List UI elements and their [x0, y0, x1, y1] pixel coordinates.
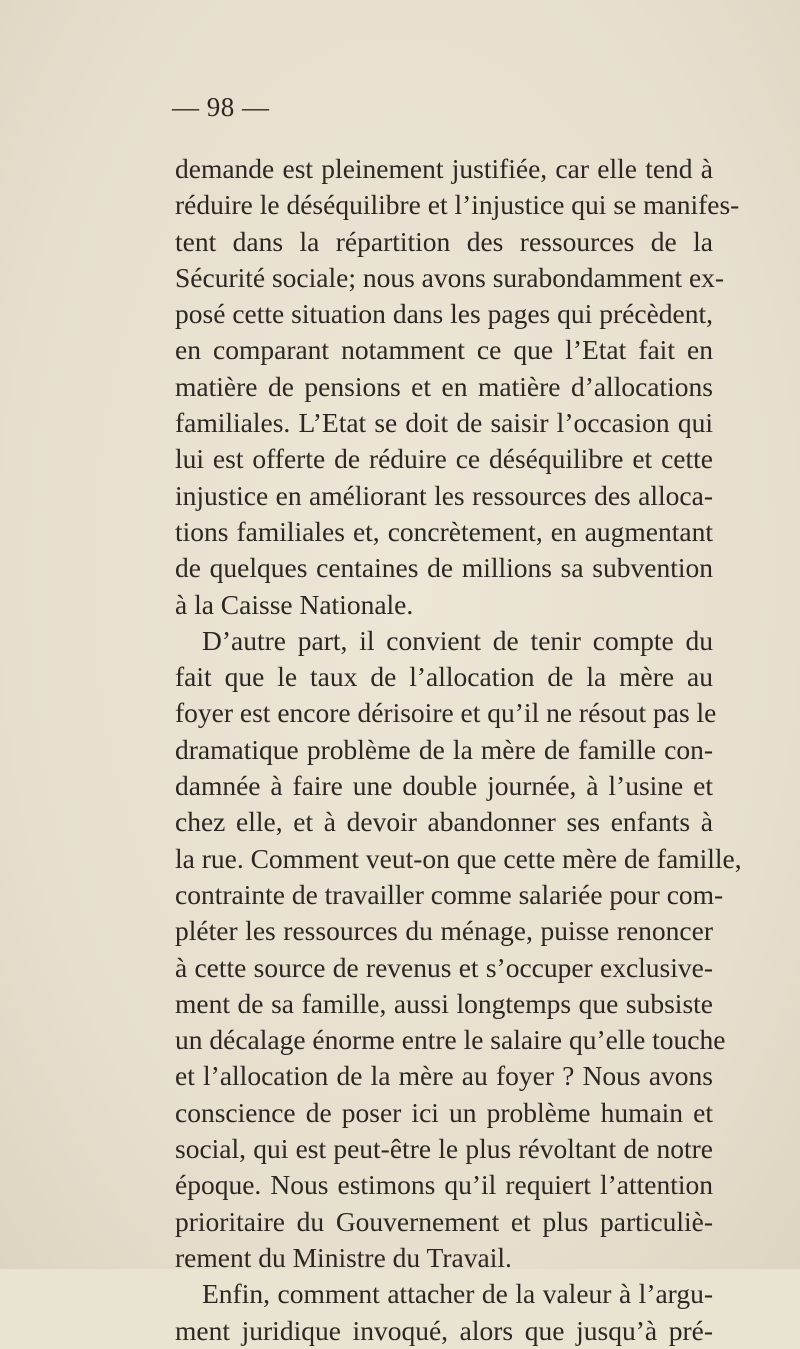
text-line: posé cette situation dans les pages qui précèdent, — [175, 298, 713, 330]
text-line: foyer est encore dérisoire et qu’il ne résout pas le — [175, 697, 717, 729]
text-line: la rue. Comment veut-on que cette mère de famille, — [175, 842, 742, 874]
paragraph-end-line: rement du Ministre du Travail. — [175, 1241, 512, 1273]
paragraph-start-line: Enfin, comment attacher de la valeur à l’argu- — [202, 1278, 713, 1310]
text-line: tent dans la répartition des ressources de la — [175, 225, 713, 257]
paragraph-end-line: à la Caisse Nationale. — [175, 588, 414, 620]
text-line: demande est pleinement justifiée, car elle tend à — [175, 153, 713, 184]
text-line: damnée à faire une double journée, à l’usine et — [175, 770, 713, 802]
text-line: prioritaire du Gouvernement et plus particuliè- — [175, 1205, 713, 1237]
text-line: à cette source de revenus et s’occuper exclusive- — [175, 951, 713, 983]
text-line: époque. Nous estimons qu’il requiert l’attention — [175, 1169, 713, 1201]
text-line: ment juridique invoqué, alors que jusqu’à pré- — [175, 1314, 713, 1346]
body-text — [175, 151, 742, 1349]
paragraph-start-line: D’autre part, il convient de tenir compte du — [202, 624, 713, 656]
text-line: en comparant notamment ce que l’Etat fait en — [175, 334, 713, 366]
text-line: conscience de poser ici un problème humain et — [175, 1096, 713, 1128]
text-line: fait que le taux de l’allocation de la mère au — [175, 661, 713, 693]
text-line: de quelques centaines de millions sa subvention — [175, 552, 713, 584]
text-line: réduire le déséquilibre et l’injustice qui se manifes- — [175, 189, 740, 221]
text-line: lui est offerte de réduire ce déséquilibre et cette — [175, 443, 713, 475]
page-number: — 98 — — [172, 92, 270, 122]
text-line: social, qui est peut-être le plus révoltant de notre — [175, 1133, 713, 1165]
text-line: matière de pensions et en matière d’allocations — [175, 370, 713, 402]
text-line: pléter les ressources du ménage, puisse renoncer — [175, 915, 713, 947]
text-line: un décalage énorme entre le salaire qu’elle touche — [175, 1024, 726, 1056]
text-line: chez elle, et à devoir abandonner ses enfants à — [175, 806, 713, 838]
text-line: contrainte de travailler comme salariée pour com- — [175, 878, 724, 910]
text-line: injustice en améliorant les ressources des alloca- — [175, 479, 713, 511]
text-line: ment de sa famille, aussi longtemps que subsiste — [175, 987, 713, 1019]
text-line: dramatique problème de la mère de famille con- — [175, 733, 713, 765]
text-line: tions familiales et, concrètement, en augmentant — [175, 515, 713, 547]
text-line: familiales. L’Etat se doit de saisir l’occasion qui — [175, 407, 713, 439]
text-line: et l’allocation de la mère au foyer ? Nous avons — [175, 1060, 713, 1092]
text-line: Sécurité sociale; nous avons surabondamment ex- — [175, 261, 725, 293]
